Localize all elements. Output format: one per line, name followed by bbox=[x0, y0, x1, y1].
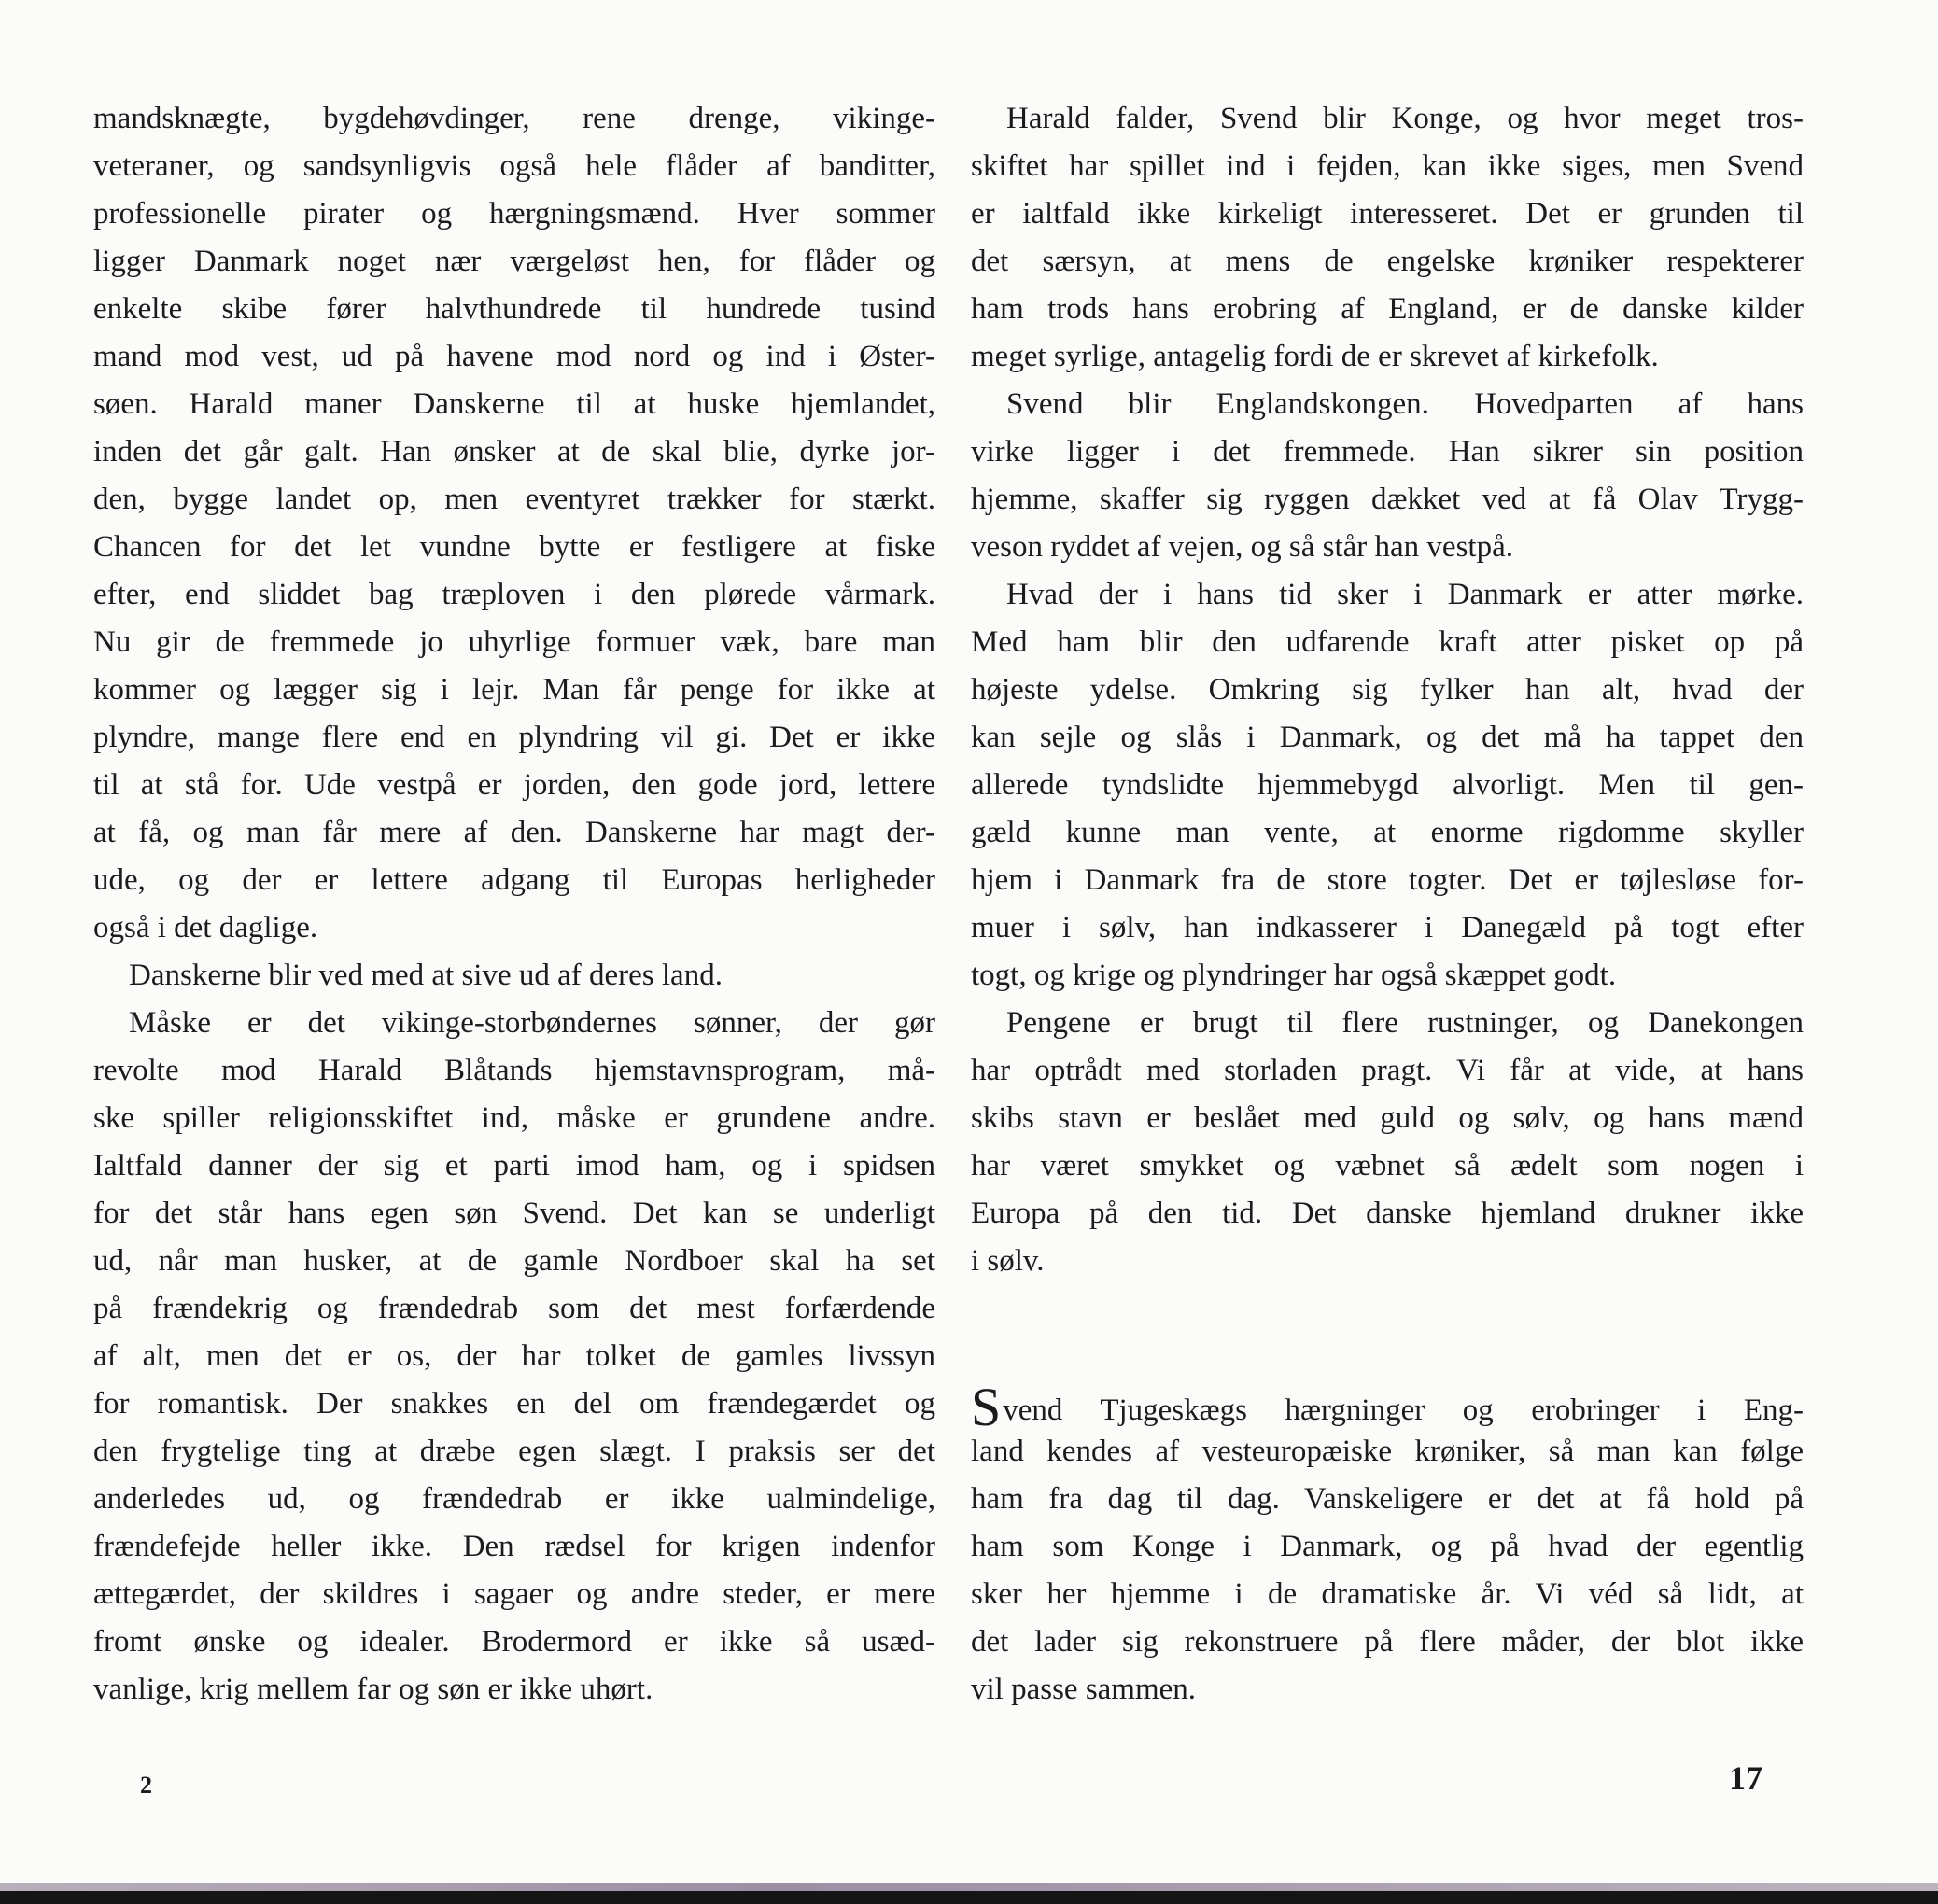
text-line: har optrådt med storladen pragt. Vi får at vide, at hans bbox=[971, 1054, 1804, 1087]
page-edge-tint bbox=[0, 1883, 1938, 1891]
paragraph bbox=[971, 381, 1804, 571]
text-line: efter, end sliddet bag træploven i den plørede vårmark. bbox=[93, 578, 935, 611]
text-line: at få, og man får mere af den. Danskerne har magt der- bbox=[93, 816, 935, 849]
text-line: veson ryddet af vejen, og så står han vestpå. bbox=[971, 530, 1513, 564]
text-line: er ialtfald ikke kirkeligt interesseret. Det er grunden til bbox=[971, 197, 1804, 231]
text-line: meget syrlige, antagelig fordi de er skrevet af kirkefolk. bbox=[971, 340, 1659, 373]
text-line: i sølv. bbox=[971, 1244, 1045, 1278]
text-line: frændefejde heller ikke. Den rædsel for krigen indenfor bbox=[93, 1530, 935, 1563]
text-line: Pengene er brugt til flere rustninger, og Danekongen bbox=[1006, 1006, 1804, 1040]
text-line: virke ligger i det fremmede. Han sikrer sin position bbox=[971, 435, 1804, 469]
text-line: revolte mod Harald Blåtands hjemstavnsprogram, må- bbox=[93, 1054, 935, 1087]
section-break bbox=[971, 1285, 1804, 1380]
paragraph bbox=[93, 1000, 935, 1714]
paragraph bbox=[93, 95, 935, 952]
text-line: den frygtelige ting at dræbe egen slægt. I praksis ser det bbox=[93, 1435, 935, 1468]
paragraph bbox=[971, 571, 1804, 1000]
text-line: Ialtfald danner der sig et parti imod ham, og i spidsen bbox=[93, 1149, 935, 1183]
paragraph bbox=[971, 95, 1804, 381]
text-line: anderledes ud, og frændedrab er ikke ualmindelige, bbox=[93, 1482, 935, 1516]
text-line: mandsknægte, bygdehøvdinger, rene drenge, vikinge- bbox=[93, 102, 935, 135]
text-line: vanlige, krig mellem far og søn er ikke uhørt. bbox=[93, 1673, 653, 1706]
text-line: også i det daglige. bbox=[93, 911, 318, 945]
section-first-line bbox=[971, 1377, 1804, 1437]
text-line: ligger Danmark noget nær værgeløst hen, for flåder og bbox=[93, 245, 935, 278]
text-line: af alt, men det er os, der har tolket de gamles livssyn bbox=[93, 1339, 935, 1373]
section-paragraph bbox=[971, 1377, 1804, 1714]
text-line: højeste ydelse. Omkring sig fylker han alt, hvad der bbox=[971, 673, 1804, 707]
text-line: ham som Konge i Danmark, og på hvad der egentlig bbox=[971, 1530, 1804, 1563]
section-first-line-text: vend Tjugeskægs hærgninger og erobringer i Eng- bbox=[1003, 1393, 1804, 1427]
text-line: for romantisk. Der snakkes en del om frændegærdet og bbox=[93, 1387, 935, 1421]
text-line: veteraner, og sandsynligvis også hele flåder af banditter, bbox=[93, 149, 935, 183]
text-line: Chancen for det let vundne bytte er festligere at fiske bbox=[93, 530, 935, 564]
text-line: inden det går galt. Han ønsker at de skal blie, dyrke jor- bbox=[93, 435, 935, 469]
text-line: plyndre, mange flere end en plyndring vil gi. Det er ikke bbox=[93, 721, 935, 754]
text-line: fromt ønske og idealer. Brodermord er ikke så usæd- bbox=[93, 1625, 935, 1659]
drop-cap: S bbox=[971, 1377, 1002, 1437]
text-line: kan sejle og slås i Danmark, og det må ha tappet den bbox=[971, 721, 1804, 754]
paragraph bbox=[93, 952, 935, 1000]
text-line: til at stå for. Ude vestpå er jorden, den gode jord, lettere bbox=[93, 768, 935, 802]
text-line: togt, og krige og plyndringer har også skæppet godt. bbox=[971, 959, 1617, 992]
text-line: Svend blir Englandskongen. Hovedparten af hans bbox=[1006, 387, 1804, 421]
text-line: ættegærdet, der skildres i sagaer og andre steder, er mere bbox=[93, 1577, 935, 1611]
text-line: ud, når man husker, at de gamle Nordboer skal ha set bbox=[93, 1244, 935, 1278]
text-line: kommer og lægger sig i lejr. Man får penge for ikke at bbox=[93, 673, 935, 707]
text-line: har været smykket og væbnet så ædelt som nogen i bbox=[971, 1149, 1804, 1183]
left-text-column bbox=[93, 95, 935, 1714]
text-line: Europa på den tid. Det danske hjemland drukner ikke bbox=[971, 1197, 1804, 1230]
text-line: ske spiller religionsskiftet ind, måske er grundene andre. bbox=[93, 1101, 935, 1135]
text-line: hjemme, skaffer sig ryggen dækket ved at få Olav Trygg- bbox=[971, 483, 1804, 516]
text-line: den, bygge landet op, men eventyret trækker for stærkt. bbox=[93, 483, 935, 516]
page-number: 17 bbox=[1729, 1759, 1762, 1797]
text-line: søen. Harald maner Danskerne til at huske hjemlandet, bbox=[93, 387, 935, 421]
text-line: professionelle pirater og hærgningsmænd. Hver sommer bbox=[93, 197, 935, 231]
text-line: skibs stavn er beslået med guld og sølv, og hans mænd bbox=[971, 1101, 1804, 1135]
text-line: ham fra dag til dag. Vanskeligere er det at få hold på bbox=[971, 1482, 1804, 1516]
signature-mark: 2 bbox=[140, 1771, 152, 1799]
text-line: allerede tyndslidte hjemmebygd alvorligt. Men til gen- bbox=[971, 768, 1804, 802]
text-line: Måske er det vikinge-storbøndernes sønner, der gør bbox=[129, 1006, 935, 1040]
right-text-column bbox=[971, 95, 1804, 1714]
text-line: Nu gir de fremmede jo uhyrlige formuer væk, bare man bbox=[93, 625, 935, 659]
text-line: land kendes af vesteuropæiske krøniker, så man kan følge bbox=[971, 1435, 1804, 1468]
text-line: det lader sig rekonstruere på flere måder, der blot ikke bbox=[971, 1625, 1804, 1659]
text-line: mand mod vest, ud på havene mod nord og ind i Øster- bbox=[93, 340, 935, 373]
paragraph bbox=[971, 1000, 1804, 1285]
text-line: muer i sølv, han indkasserer i Danegæld på togt efter bbox=[971, 911, 1804, 945]
page-bottom-edge bbox=[0, 1891, 1938, 1904]
text-line: for det står hans egen søn Svend. Det kan se underligt bbox=[93, 1197, 935, 1230]
text-line: hjem i Danmark fra de store togter. Det er tøjlesløse for- bbox=[971, 863, 1804, 897]
text-line: enkelte skibe fører halvthundrede til hundrede tusind bbox=[93, 292, 935, 326]
text-line: Med ham blir den udfarende kraft atter pisket op på bbox=[971, 625, 1804, 659]
text-line: Danskerne blir ved med at sive ud af deres land. bbox=[129, 959, 723, 992]
text-line: det særsyn, at mens de engelske krøniker respekterer bbox=[971, 245, 1804, 278]
text-line: Hvad der i hans tid sker i Danmark er atter mørke. bbox=[1006, 578, 1804, 611]
text-line: ham trods hans erobring af England, er de danske kilder bbox=[971, 292, 1804, 326]
text-line: sker her hjemme i de dramatiske år. Vi véd så lidt, at bbox=[971, 1577, 1804, 1611]
text-line: ude, og der er lettere adgang til Europas herligheder bbox=[93, 863, 935, 897]
text-line: skiftet har spillet ind i fejden, kan ikke siges, men Svend bbox=[971, 149, 1804, 183]
text-line: på frændekrig og frændedrab som det mest forfærdende bbox=[93, 1292, 935, 1325]
text-line: Harald falder, Svend blir Konge, og hvor meget tros- bbox=[1006, 102, 1804, 135]
text-line: gæld kunne man vente, at enorme rigdomme skyller bbox=[971, 816, 1804, 849]
text-line: vil passe sammen. bbox=[971, 1673, 1197, 1706]
